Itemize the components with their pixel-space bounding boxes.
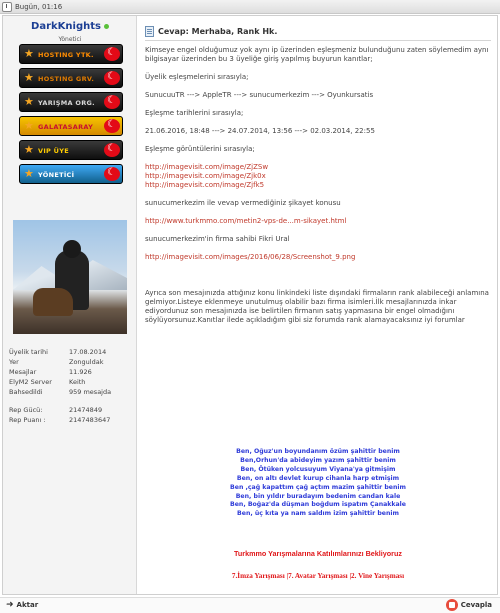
badge-hosting-grv: ★ HOSTING GRV. ☾ bbox=[19, 68, 123, 88]
turkish-flag-icon bbox=[104, 167, 120, 181]
badge-galatasaray: ★ GALATASARAY ☾ bbox=[19, 116, 123, 136]
paragraph: Eşleşme tarihlerini sırasıyla; bbox=[145, 109, 244, 117]
signature-contests-link[interactable]: 7.İmza Yarışması |7. Avatar Yarışması |2. Vine Yarışması bbox=[231, 572, 405, 581]
signature-poem: Ben, Oğuz'un boyundanım özüm şahittir benim Ben,Orhun'da abideyim yazım şahittir benim Ben, Ötüken yolcusuyum Viyana'ya gitmişim Ben, on altı devlet kurup cihanla harp etmişim Ben ,çağ kapattım çağ açtım mazim şahittir benim Ben, bin yıldır buradayım bedenim candan kale Ben, Boğaz'da düşman boğdum ispatım Çanakkale Ben, üç kıta ya nam saldım izim şahittir benim bbox=[230, 448, 406, 518]
clock-icon bbox=[2, 2, 12, 12]
turkish-flag-icon bbox=[104, 47, 120, 61]
post-title: Cevap: Merhaba, Rank Hk. bbox=[158, 27, 278, 36]
stat-row: Üyelik tarihi 17.08.2014 bbox=[9, 348, 107, 356]
star-icon: ★ bbox=[24, 119, 34, 132]
post-title-row bbox=[145, 26, 491, 37]
star-icon: ★ bbox=[24, 71, 34, 84]
user-badges bbox=[19, 44, 123, 188]
stat-row: ElyM2 Server Keith bbox=[9, 378, 86, 386]
post-body bbox=[145, 46, 493, 325]
stat-row: Rep Puanı : 2147483647 bbox=[9, 416, 111, 424]
document-icon bbox=[145, 26, 154, 37]
paragraph: sunucumerkezim'in firma sahibi Fikri Ural bbox=[145, 235, 290, 243]
stat-row: Yer Zonguldak bbox=[9, 358, 104, 366]
complaint-link[interactable]: http://www.turkmmo.com/metin2-vps-de...m-sikayet.html bbox=[145, 217, 347, 225]
post-content bbox=[139, 16, 497, 594]
signature bbox=[139, 448, 497, 580]
post-date: Bugün, 01:16 bbox=[15, 2, 63, 11]
badge-vip-uye: ★ VIP ÜYE ☾ bbox=[19, 140, 123, 160]
post-container bbox=[2, 15, 498, 595]
evidence-link[interactable]: http://imagevisit.com/image/Zjfk5 bbox=[145, 181, 265, 189]
evidence-link[interactable]: http://imagevisit.com/image/Zjk0x bbox=[145, 172, 266, 180]
paragraph: SunucuuTR ---> AppleTR ---> sunucumerkezim ---> Oyunkursatis bbox=[145, 91, 374, 99]
reply-button[interactable]: Cevapla bbox=[446, 599, 492, 611]
user-stats bbox=[9, 348, 133, 426]
screenshot-link[interactable]: http://imagevisit.com/images/2016/06/28/Screenshot_9.png bbox=[145, 253, 356, 261]
paragraph: sunucumerkezim ile vevap vermediğiniz şikayet konusu bbox=[145, 199, 341, 207]
paragraph: Üyelik eşleşmelerini sırasıyla; bbox=[145, 73, 249, 81]
signature-banner-link[interactable]: Turkmmo Yarışmalarına Katılımlarınızı Bekliyoruz bbox=[234, 549, 402, 559]
evidence-link[interactable]: http://imagevisit.com/image/ZjZSw bbox=[145, 163, 269, 171]
paragraph: Ayrıca son mesajınızda attığınız konu linkindeki liste dışındaki firmaların rank alabileceği anlamına gelmiyor.Listeye eklenmeye unutulmuş olabilir bazı firma isimleri.İlk mesajlarınızda inkar ediyordunuz son mesajınızda ise belirtilen firmanın satış yapmasına bir engel olmadığını söylüyorsunuz.Kanıtlar ilede açıkladığım gibi siz forumda rank alamayacaksınız iyi forumlar bbox=[145, 289, 489, 324]
reply-icon bbox=[446, 599, 458, 611]
paragraph: Kimseye engel olduğumuz yok aynı ip üzerinden eşleşmeniz bulunduğunu zaten söylemedim aynı bilgisayar üzerinden bu 3 üyeliğe giriş yapılmış buyurun kanıtlar; bbox=[145, 46, 489, 63]
post-footer bbox=[0, 597, 500, 613]
back-arrow-icon: ➜ bbox=[6, 600, 14, 610]
turkish-flag-icon bbox=[104, 143, 120, 157]
badge-hosting-ytk: ★ HOSTING YTK. ☾ bbox=[19, 44, 123, 64]
turkish-flag-icon bbox=[104, 119, 120, 133]
paragraph: 21.06.2016, 18:48 ---> 24.07.2014, 13:56 ---> 02.03.2014, 22:55 bbox=[145, 127, 375, 135]
user-title: Yönetici bbox=[58, 36, 82, 43]
avatar-dog bbox=[33, 288, 73, 316]
star-icon: ★ bbox=[24, 167, 34, 180]
star-icon: ★ bbox=[24, 95, 34, 108]
stat-row: Mesajlar 11.926 bbox=[9, 368, 92, 376]
turkish-flag-icon bbox=[104, 71, 120, 85]
username-row bbox=[3, 21, 137, 32]
turkish-flag-icon bbox=[104, 95, 120, 109]
badge-yarisma-org: ★ YARIŞMA ORG. ☾ bbox=[19, 92, 123, 112]
star-icon: ★ bbox=[24, 143, 34, 156]
paragraph: Eşleşme görüntülerini sırasıyla; bbox=[145, 145, 255, 153]
back-button[interactable]: ➜ Aktar bbox=[6, 600, 39, 610]
online-status-icon bbox=[104, 24, 109, 29]
avatar[interactable] bbox=[13, 220, 127, 334]
topbar bbox=[0, 0, 500, 14]
avatar-head bbox=[63, 240, 81, 258]
user-sidebar bbox=[3, 16, 137, 594]
stat-row: Bahsedildi 959 mesajda bbox=[9, 388, 112, 396]
divider bbox=[145, 40, 491, 41]
stat-row: Rep Gücü: 21474849 bbox=[9, 406, 103, 414]
username-link[interactable]: DarkKnights bbox=[31, 21, 101, 32]
star-icon: ★ bbox=[24, 47, 34, 60]
badge-yonetici: ★ YÖNETİCİ ☾ bbox=[19, 164, 123, 184]
